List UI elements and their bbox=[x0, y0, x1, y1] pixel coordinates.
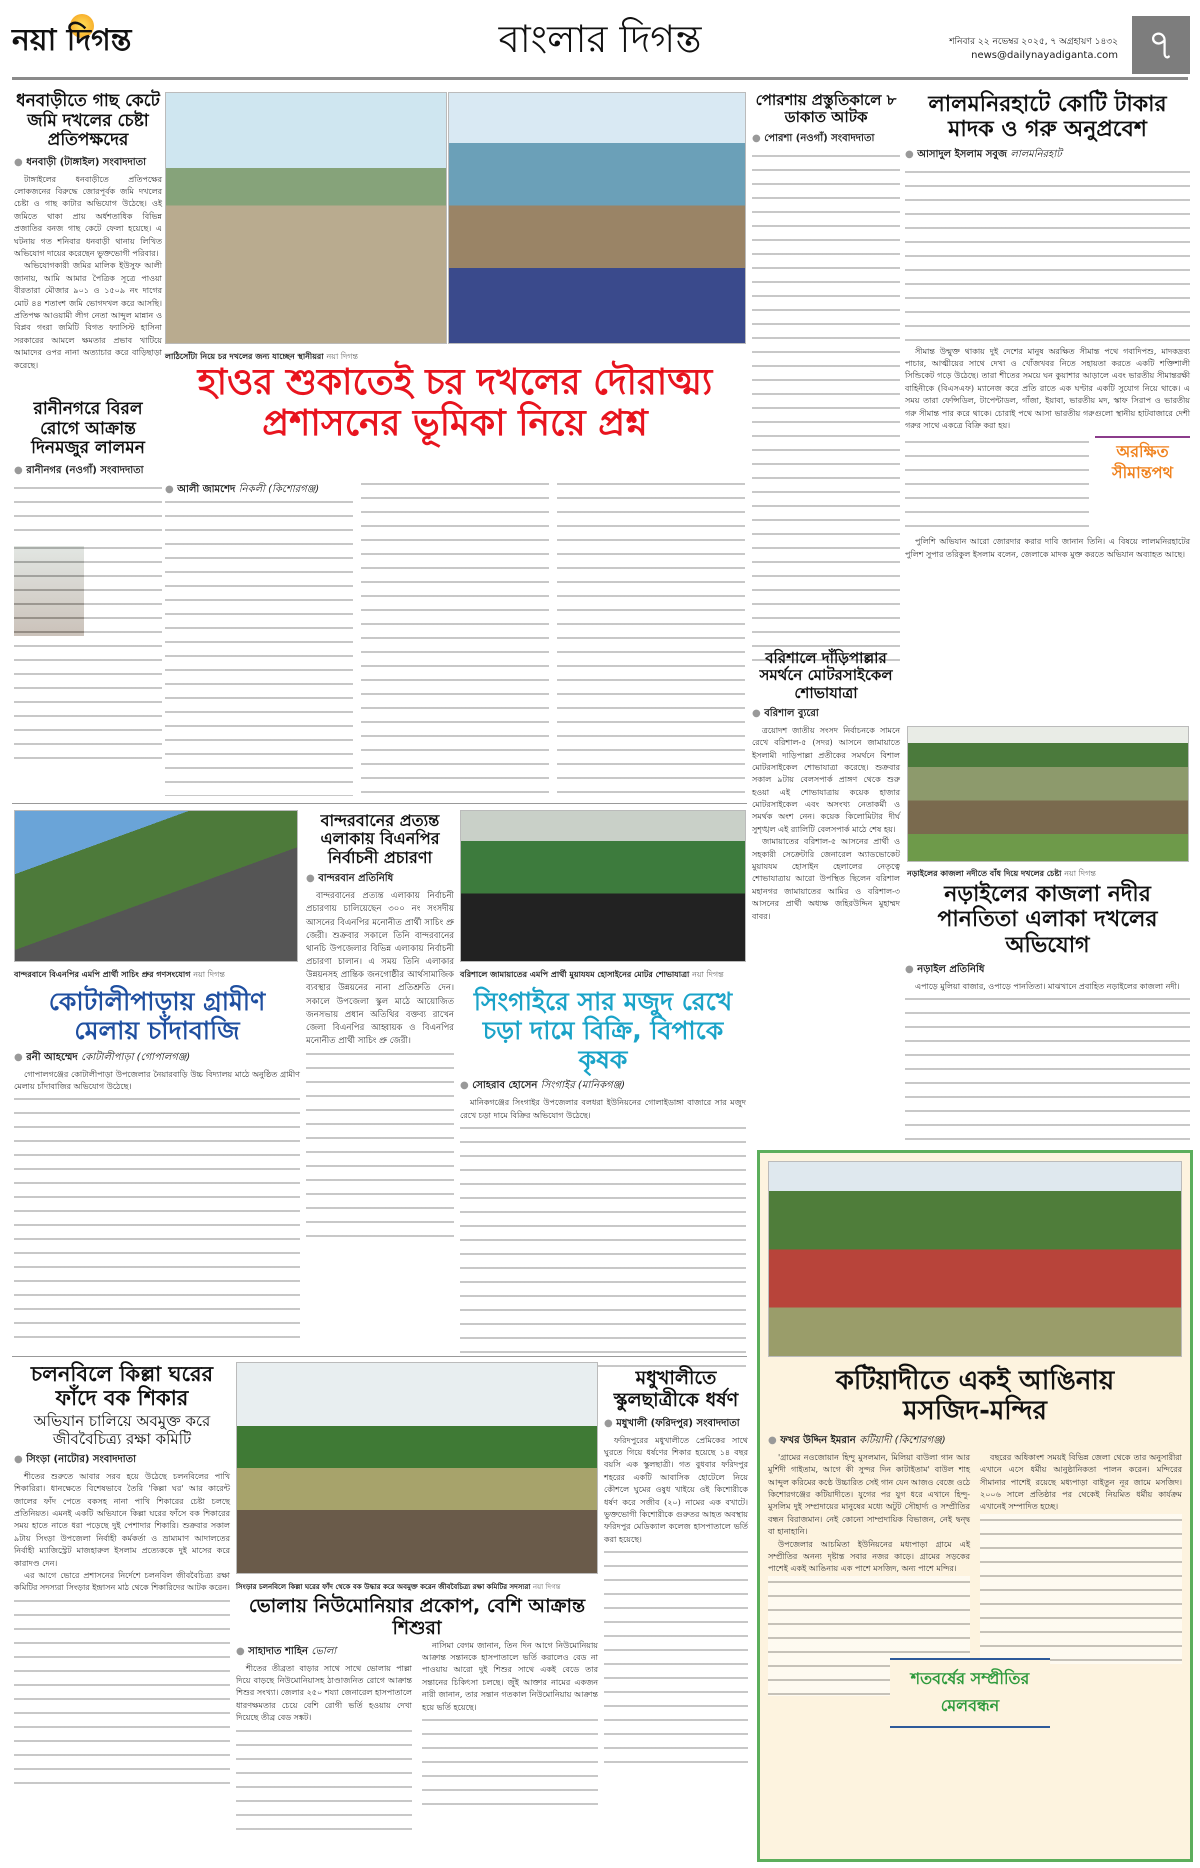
lead-photo-right bbox=[448, 92, 746, 344]
story-narail bbox=[905, 882, 1190, 1163]
lead-body bbox=[165, 478, 745, 501]
story-kotiadi-box bbox=[757, 1150, 1193, 1862]
mosque-temple-photo bbox=[768, 1161, 1182, 1357]
body-paragraph: জামায়াতের বরিশাল-৫ আসনের প্রার্থী ও সহকারী সেক্রেটারি জেনারেল অ্যাডভোকেট মুয়াযযম হোসাইন হেলালের নেতৃত্বে শোভাযাত্রায় আরো উপস্থিত ছিলেন বরিশাল মহানগর জামায়াতের আমির ও বরিশাল-৩ আসনের প্রার্থী অধ্যক্ষ জহিরউদ্দিন মুহাম্মদ বাবর। bbox=[752, 837, 900, 921]
byline: ● ধনবাড়ী (টাঙ্গাইল) সংবাদদাতা bbox=[14, 155, 162, 172]
barishal-rally-photo bbox=[460, 810, 746, 962]
story-madhukhali bbox=[604, 1368, 748, 1766]
byline: ● রনী আহম্মেদ কোটালীপাড়া (গোপালগঞ্জ) bbox=[14, 1050, 300, 1067]
body-paragraph: এর আগে ভোরে প্রশাসনের নির্দেশে চলনবিল জীববৈচিত্র্য রক্ষা কমিটির সদস্যরা সিংড়ার ইন্দ্রাসন মাঠ থেকে শিকারিদের আটক করেন। bbox=[14, 1570, 230, 1593]
body-paragraph: ত্রয়োদশ জাতীয় সংসদ নির্বাচনকে সামনে রেখে বরিশাল-৫ (সদর) আসনে জামায়াতে ইসলামী দাড়িপাল্লা প্রতীকের সমর্থনে বিশাল মোটরসাইকেল শোভাযাত্রা করেছে। শুক্রবার সকাল ৯টায় বেলসপার্ক প্রাঙ্গণ থেকে শুরু হওয়া এই শোভাযাত্রায় কয়েক হাজার মোটরসাইকেল এবং অসংখ্য নেতাকর্মী ও সমর্থক অংশ নেন। কয়েক কিলোমিটার দীর্ঘ সুশৃঙ্খল এই র‍্যালিটি বেলসপার্ক মাঠে শেষ হয়। bbox=[752, 725, 900, 834]
byline: ● আলী জামশেদ নিকলী (কিশোরগঞ্জ) bbox=[165, 482, 355, 499]
story-bandarban bbox=[306, 812, 454, 1238]
byline: ● আসাদুল ইসলাম সবুজ লালমনিরহাট bbox=[905, 147, 1190, 164]
body-paragraph: পুলিশি অভিযান আরো জোরদার করার দাবি জানান তিনি। এ বিষয়ে লালমনিরহাটের পুলিশ সুপার তরিকুল ইসলাম বলেন, জেলাকে মাদক মুক্ত করতে অভিযান অব্যাহত আছে। bbox=[905, 537, 1190, 559]
issue-date: শনিবার ২২ নভেম্বর ২০২৫, ৭ অগ্রহায়ণ ১৪৩২ bbox=[949, 37, 1118, 47]
bandarban-photo-caption: বান্দরবানে বিএনপির এমপি প্রার্থী সাচিং প্রুর গণসংযোগ নয়া দিগন্ত bbox=[14, 970, 225, 979]
story-porsha bbox=[752, 92, 900, 670]
body-paragraph: এপাড়ে মুলিয়া বাজার, ওপাড়ে পানতিতা। মাঝখানে প্রবাহিত নড়াইলের কাজলা নদী। bbox=[915, 981, 1180, 991]
narail-photo-caption: নড়াইলের কাজলা নদীতে বাঁধ দিয়ে দখলের চেষ্টা নয়া দিগন্ত bbox=[907, 869, 1096, 878]
headline: বান্দরবানের প্রত্যন্ত এলাকায় বিএনপির নির্বাচনী প্রচারণা bbox=[320, 811, 440, 867]
headline: ভোলায় নিউমোনিয়ার প্রকোপ, বেশি আক্রান্ত শিশুরা bbox=[248, 1595, 586, 1639]
byline: ● পোরশা (নওগাঁ) সংবাদদাতা bbox=[752, 131, 900, 148]
byline: ● নড়াইল প্রতিনিধি bbox=[905, 962, 1190, 979]
pullquote: শতবর্ষের সম্প্রীতির মেলবন্ধন bbox=[890, 1658, 1050, 1728]
story-chalanbil bbox=[14, 1362, 230, 1785]
headline: মধুখালীতে স্কুলছাত্রীকে ধর্ষণ bbox=[613, 1367, 739, 1411]
body-paragraph: টাঙ্গাইলের ধনবাড়ীতে প্রতিপক্ষের লোকজনের বিরুদ্ধে জোরপূর্বক জমি দখলের চেষ্টা ও গাছ কাটার অভিযোগ উঠেছে। ওই জমিতে থাকা প্রায় অর্ধশতাধিক বিভিন্ন প্রজাতির বনজ গাছ কেটে ফেলা হয়েছে। এ ঘটনায় গত শনিবার ধনবাড়ী থানায় লিখিত অভিযোগ দায়ের করেছেন ভুক্তভোগী পরিবার। bbox=[14, 174, 162, 258]
byline: ● বান্দরবান প্রতিনিধি bbox=[306, 871, 454, 888]
headline: পোরশায় প্রস্তুতিকালে ৮ ডাকাত আটক bbox=[755, 91, 897, 127]
headline: চলনবিলে কিল্লা ঘরের ফাঁদে বক শিকার bbox=[30, 1362, 214, 1411]
byline: ● সোহরাব হোসেন সিংগাইর (মানিকগঞ্জ) bbox=[460, 1078, 746, 1095]
body-paragraph: উপজেলার আচমিতা ইউনিয়নের মধ্যপাড়া গ্রামে এই সম্প্রীতির অনন্য দৃষ্টান্ত সবার নজর কাড়ে। গ্রামের সড়কের পাশেই একই আঙিনায় এক পাশে মসজিদ, অন্য পাশে মন্দির। bbox=[768, 1539, 970, 1574]
header-rule bbox=[12, 77, 1188, 80]
body-paragraph: বছরের অধিকাংশ সময়ই বিভিন্ন জেলা থেকে তার অনুসারীরা এখানে এসে ধর্মীয় আনুষ্ঠানিকতা পালন করেন। মন্দিরের সীমানার পাশেই রয়েছে মধ্যপাড়া বাইতুন নূর জামে মসজিদ। ২০০৬ সালে প্রতিষ্ঠার পর থেকেই নিয়মিত ধর্মীয় কার্যক্রম এখানেই সম্পাদিত হচ্ছে। bbox=[980, 1452, 1182, 1512]
lead-photo-caption: লাঠিসোঁটা নিয়ে চর দখলের জন্য যাচ্ছেন স্থানীয়রা নয়া দিগন্ত bbox=[165, 352, 359, 361]
story-kotalipara bbox=[14, 988, 300, 1343]
byline: ● বরিশাল ব্যুরো bbox=[752, 706, 900, 723]
headline: বরিশালে দাঁড়িপাল্লার সমর্থনে মোটরসাইকেল শোভাযাত্রা bbox=[759, 649, 893, 702]
masthead bbox=[0, 0, 1200, 78]
pullquote: অরক্ষিত সীমান্তপথ bbox=[1095, 436, 1190, 484]
body-paragraph: বান্দরবানের প্রত্যন্ত এলাকায় নির্বাচনী প্রচারণায় চালিয়েছেন ৩০০ নং সংসদীয় আসনের বিএনপির মনোনীত প্রার্থী সাচিং প্রু জেরী। শুক্রবার সকালে তিনি বান্দরবানের থানচি উপজেলার বিভিন্ন এলাকায় নির্বাচনী প্রচারণা চালান। এ সময় তিনি এলাকার উন্নয়নসহ প্রান্তিক জনগোষ্ঠীর আর্থসামাজিক ব্যবস্থার উন্নয়নের নানা প্রতিশ্রুতি দেন। সকালে উপজেলা স্কুল মাঠে আয়োজিত জনসভায় প্রধান অতিথির বক্তব্য রাখেন জেলা বিএনপির আহ্বায়ক ও বিএনপির মনোনীত প্রার্থী সাচিং প্রু জেরী। bbox=[306, 891, 454, 1047]
barishal-photo-caption: বরিশালে জামায়াতের এমপি প্রার্থী মুয়াযযম হোসাইনের মোটর শোভাযাত্রা নয়া দিগন্ত bbox=[460, 970, 724, 979]
newspaper-logo: নয়া দিগন্ত bbox=[12, 23, 132, 58]
headline: রানীনগরে বিরল রোগে আক্রান্ত দিনমজুর লালমন bbox=[31, 399, 145, 459]
narail-river-photo bbox=[907, 726, 1189, 862]
story-singair bbox=[460, 988, 746, 1372]
bird-photo-caption: সিংড়ার চলনবিলে কিল্লা ঘরের ফাঁদ থেকে বক উদ্ধার করে অবমুক্ত করেন জীববৈচিত্র্য রক্ষা কমিটির সদস্যরা নয়া দিগন্ত bbox=[236, 1583, 561, 1591]
byline: ● মধুখালী (ফরিদপুর) সংবাদদাতা bbox=[604, 1416, 748, 1433]
story-bhola bbox=[236, 1596, 598, 1835]
body-paragraph: শীতের শুরুতে আবার সরব হয়ে উঠেছে চলনবিলের পাখি শিকারিরা। ধানক্ষেতে বিশেষভাবে তৈরি 'কিল্লা ঘর' আর কারেন্ট জালের ফাঁদ পেতে বকসহ নানা পাখি শিকারের চেষ্টা চলছে প্রতিনিয়ত। এমনই একটি অভিযানে কিল্লা ঘরের ফাঁসে বক শিকারের সময় হাতে নাতে ধরা পড়েছে দুই পেশাদার শিকারি। শুক্রবার সকাল ৯টায় সিংড়া উপজেলা নির্বাহী কর্মকর্তা ও ভ্রাম্যমাণ আদালতের নির্বাহী ম্যাজিস্ট্রেট মাজহারুল ইসলাম প্রত্যেককে দুই মাসের করে কারাদণ্ড দেন। bbox=[14, 1471, 230, 1568]
headline: ধনবাড়ীতে গাছ কেটে জমি দখলের চেষ্টা প্রতিপক্ষদের bbox=[16, 91, 160, 151]
headline: কোটালীপাড়ায় গ্রামীণ মেলায় চাঁদাবাজি bbox=[48, 987, 266, 1045]
story-barishal bbox=[752, 650, 900, 923]
body-paragraph: ফরিদপুরের মধুখালীতে প্রেমিকের সাথে ঘুরতে গিয়ে ধর্ষণের শিকার হয়েছে ১৪ বছর বয়সি এক স্কুলছাত্রী। গত বুধবার ফরিদপুর শহরের একটি আবাসিক হোটেলে নিয়ে কৌশলে ঘুমের ওষুধ খাইয়ে ওই কিশোরীকে ধর্ষণ করে সজীব (২০) নামের এক বখাটে। ভুক্তভোগী কিশোরীকে গুরুতর আহত অবস্থায় ফরিদপুর মেডিক্যাল কলেজ হাসপাতালে ভর্তি করা হয়েছে। bbox=[604, 1435, 748, 1544]
story-raninagar bbox=[14, 400, 162, 762]
headline: কটিয়াদীতে একই আঙিনায় মসজিদ-মন্দির bbox=[835, 1366, 1115, 1426]
headline: সিংগাইরে সার মজুদ রেখে চড়া দামে বিক্রি, বিপাকে কৃষক bbox=[473, 987, 733, 1074]
headline: নড়াইলের কাজলা নদীর পানতিতা এলাকা দখলের অভিযোগ bbox=[937, 882, 1158, 958]
byline: ● সিংড়া (নাটোর) সংবাদদাতা bbox=[14, 1452, 230, 1469]
section-title: বাংলার দিগন্ত bbox=[498, 17, 702, 61]
subheadline: অভিযান চালিয়ে অবমুক্ত করে জীববৈচিত্র্য রক্ষা কমিটি bbox=[33, 1412, 211, 1448]
lead-photo-left bbox=[165, 92, 447, 344]
bandarban-photo bbox=[14, 810, 298, 962]
headline: লালমনিরহাটে কোটি টাকার মাদক ও গরু অনুপ্রবেশ bbox=[928, 92, 1167, 143]
byline: ● সাহাদাত শাহিন ভোলা bbox=[236, 1644, 412, 1661]
body-paragraph: সীমান্ত উন্মুক্ত থাকায় দুই দেশের মানুষ অরক্ষিত সীমান্ত পথে গবাদিপশু, মাদকদ্রব্য পাচার, আত্মীয়ের সাথে দেখা ও খোঁজখবর নিতে সহায়তা করতে একটি শক্তিশালী সিন্ডিকেট গড়ে উঠেছে। তারা শীতের সময়ে ঘন কুয়াশার আড়ালে এবং ভারতীয় সীমান্তরক্ষী বাহিনীকে (বিএসএফ) ম্যানেজ করে প্রতি রাতে এক ঘণ্টার একটি সুযোগ নিয়ে থাকে। এ সময় তারা ফেন্সিডিল, টাপেন্টাডল, গাঁজা, ইয়াবা, ভারতীয় মদ, স্কাফ সিরাপ ও ভারতীয় গরু সীমান্ত পার করে থাকে। চোরাই পথে আসা ভারতীয় গরুগুলো স্থানীয় হাটবাজারে দেশী গরুর সাথে একত্রে বিক্রি করা হয়। bbox=[905, 346, 1190, 430]
lead-headline: হাওর শুকাতেই চর দখলের দৌরাত্ম্য প্রশাসনের ভূমিকা নিয়ে প্রশ্ন bbox=[197, 362, 713, 445]
body-paragraph: শীতের তীব্রতা বাড়ার সাথে সাথে ভোলায় পাল্লা দিয়ে বাড়ছে নিউমোনিয়াসহ ঠাণ্ডাজনিত রোগে আক্রান্ত শিশুর সংখ্যা। জেলার ২৫০ শয্যা জেনারেল হাসপাতালে ধারণক্ষমতার চেয়ে বেশি রোগী ভর্তি হওয়ায় দেখা দিয়েছে তীব্র বেড সঙ্কট। bbox=[236, 1663, 412, 1723]
contact-email: news@dailynayadiganta.com bbox=[971, 50, 1118, 61]
body-paragraph: অভিযোগকারী জমির মালিক ইউসুফ আলী জানায়, আমি আমার পৈত্রিক সূত্রে পাওয়া বীরতারা মৌজার ৯০১ ও ১৫০৯ নং দাগের মোট ৪৪ শতাংশ জমি ভোগদখল করে আসছি। প্রতিপক্ষ আওয়ামী লীগ নেতা আব্দুল মান্নান ও বিপ্লব গংরা জমিটি বিগত ফ্যাসিস্ট হাসিনা সরকারের আমলে ক্ষমতার প্রভাব খাটিয়ে আমাদের ওপর নানা অত্যাচার করে বাড়িছাড়া করেছে। bbox=[14, 261, 162, 370]
byline: ● রানীনগর (নওগাঁ) সংবাদদাতা bbox=[14, 463, 162, 480]
bird-rescue-photo bbox=[236, 1362, 598, 1574]
story-dhanbari bbox=[14, 92, 162, 372]
story-lalmonirhat bbox=[905, 92, 1190, 561]
body-paragraph: নাসিমা বেগম জানান, তিন দিন আগে নিউমোনিয়ায় আক্রান্ত সন্তানকে হাসপাতালে ভর্তি করালেও বেড না পাওয়ায় আরো দুই শিশুর সাথে একই বেডে তার সন্তানের চিকিৎসা চলছে। জুঁই আক্তার নামের একজন নারী জানান, তার সন্তান গতকাল নিউমোনিয়ায় আক্রান্ত হয়ে ভর্তি হয়েছে। bbox=[422, 1640, 598, 1712]
body-paragraph: গোপালগঞ্জের কোটালীপাড়া উপজেলার নৈয়ারবাড়ি উচ্চ বিদ্যালয় মাঠে অনুষ্ঠিত গ্রামীণ মেলায় চাঁদাবাজির অভিযোগ উঠেছে। bbox=[14, 1069, 300, 1091]
body-paragraph: 'গ্রামের নওজোয়ান হিন্দু মুসলমান, মিলিয়া বাউলা গান আর মুর্শিদী গাইতাম, আগে কী সুন্দর দিন কাটাইতাম' বাউল শাহ আব্দুল করিমের কণ্ঠে উচ্চারিত সেই গান যেন আজও বেজে ওঠে কিশোরগঞ্জের কটিয়াদীতে। যুগের পর যুগ ধরে এখানে হিন্দু-মুসলিম দুই সম্প্রদায়ের মানুষের মধ্যে অটুট সৌহার্দ্য ও সম্প্রীতির বন্ধন বিরাজমান। নেই কোনো সাম্প্রদায়িক বিভাজন, নেই দ্বন্দ্ব বা হানাহানি। bbox=[768, 1452, 970, 1537]
body-paragraph: মানিকগঞ্জের সিংগাইর উপজেলার বলধরা ইউনিয়নের গোলাইডাঙ্গা বাজারে সার মজুদ রেখে চড়া দামে বিক্রির অভিযোগ উঠেছে। bbox=[460, 1098, 746, 1120]
page-number: ৭ bbox=[1132, 16, 1190, 74]
byline: ● ফখর উদ্দিন ইমরান কটিয়াদী (কিশোরগঞ্জ) bbox=[768, 1433, 1182, 1450]
